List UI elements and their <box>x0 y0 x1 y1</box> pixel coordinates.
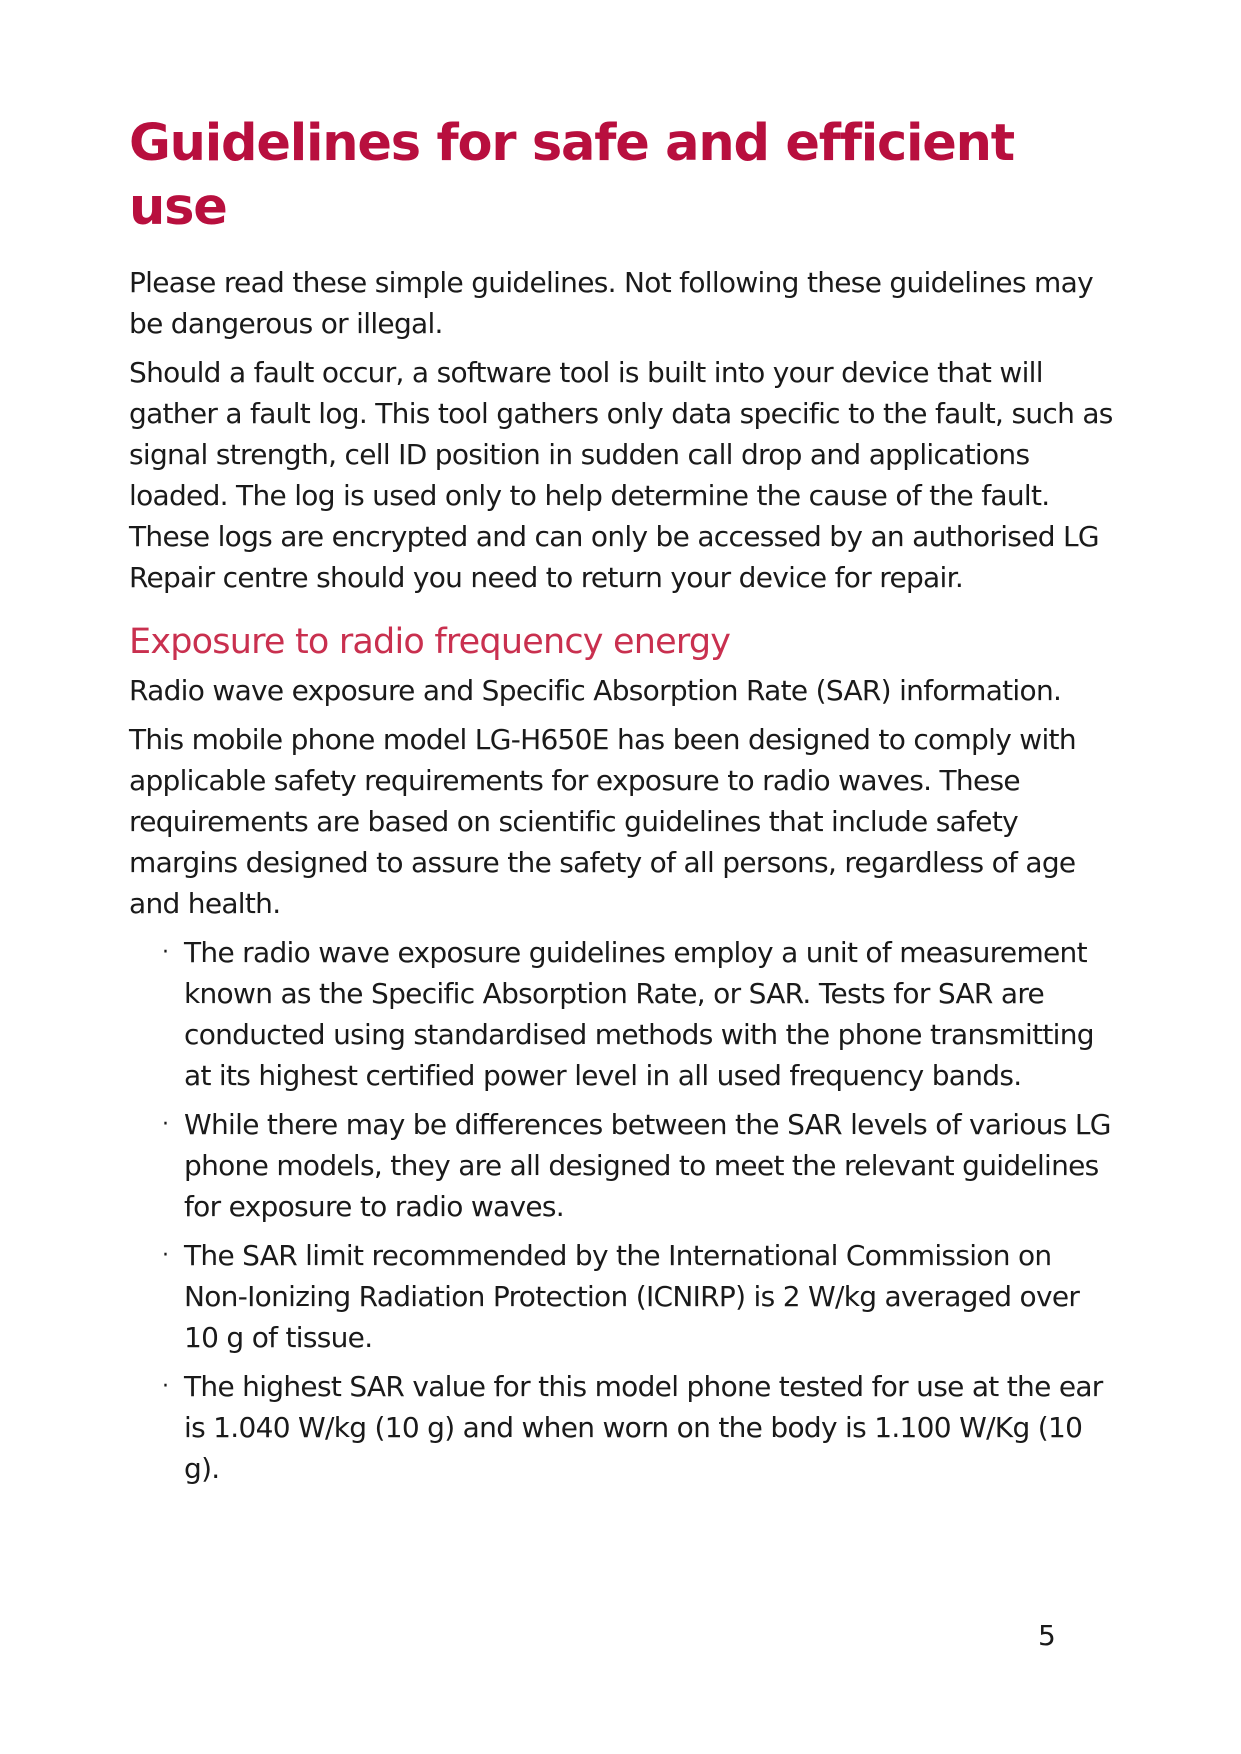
section-paragraph-2: This mobile phone model LG-H650E has been designed to comply with applicable safety requirements for exposure to radio waves. These requirements are based on scientific guidelines that include safety margins designed to assure the safety of all persons, regardless of age and health. <box>129 723 1076 920</box>
intro-paragraph-2: Should a fault occur, a software tool is built into your device that will gather a fault log. This tool gathers only data specific to the fault, such as signal strength, cell ID position in sudden call drop and applications loaded. The log is used only to help determine the cause of the fault. These logs are encrypted and can only be accessed by an authorised LG Repair centre should you need to return your device for repair. <box>129 356 1113 594</box>
bullet-item <box>162 1235 1119 1358</box>
bullet-text: The SAR limit recommended by the International Commission on Non-Ionizing Radiation Protection (ICNIRP) is 2 W/kg averaged over 10 g of tissue. <box>184 1239 1080 1354</box>
section-heading: Exposure to radio frequency energy <box>129 622 731 662</box>
bullet-dot: · <box>162 940 169 965</box>
intro-paragraph-1: Please read these simple guidelines. Not following these guidelines may be dangerous or illegal. <box>129 266 1093 340</box>
bullet-item <box>162 1104 1119 1227</box>
bullet-dot: · <box>162 1243 169 1268</box>
section-paragraph-1: Radio wave exposure and Specific Absorption Rate (SAR) information. <box>129 674 1062 707</box>
page-number: 5 <box>1038 1619 1056 1652</box>
bullet-dot: · <box>162 1374 169 1399</box>
bullet-text: The radio wave exposure guidelines employ a unit of measurement known as the Specific Absorption Rate, or SAR. Tests for SAR are conducted using standardised methods with the phone transmitting at its highest certified power level in all used frequency bands. <box>184 936 1094 1092</box>
sar-bullet-list <box>129 932 1119 1489</box>
bullet-text: The highest SAR value for this model phone tested for use at the ear is 1.040 W/kg (10 g) and when worn on the body is 1.100 W/Kg (10 g). <box>184 1370 1103 1485</box>
page-title: Guidelines for safe and efficient use <box>129 114 1014 237</box>
bullet-text: While there may be differences between the SAR levels of various LG phone models, they are all designed to meet the relevant guidelines for exposure to radio waves. <box>184 1108 1111 1223</box>
bullet-dot: · <box>162 1112 169 1137</box>
bullet-item <box>162 932 1119 1096</box>
bullet-item <box>162 1366 1119 1489</box>
page-content <box>129 112 1119 1497</box>
